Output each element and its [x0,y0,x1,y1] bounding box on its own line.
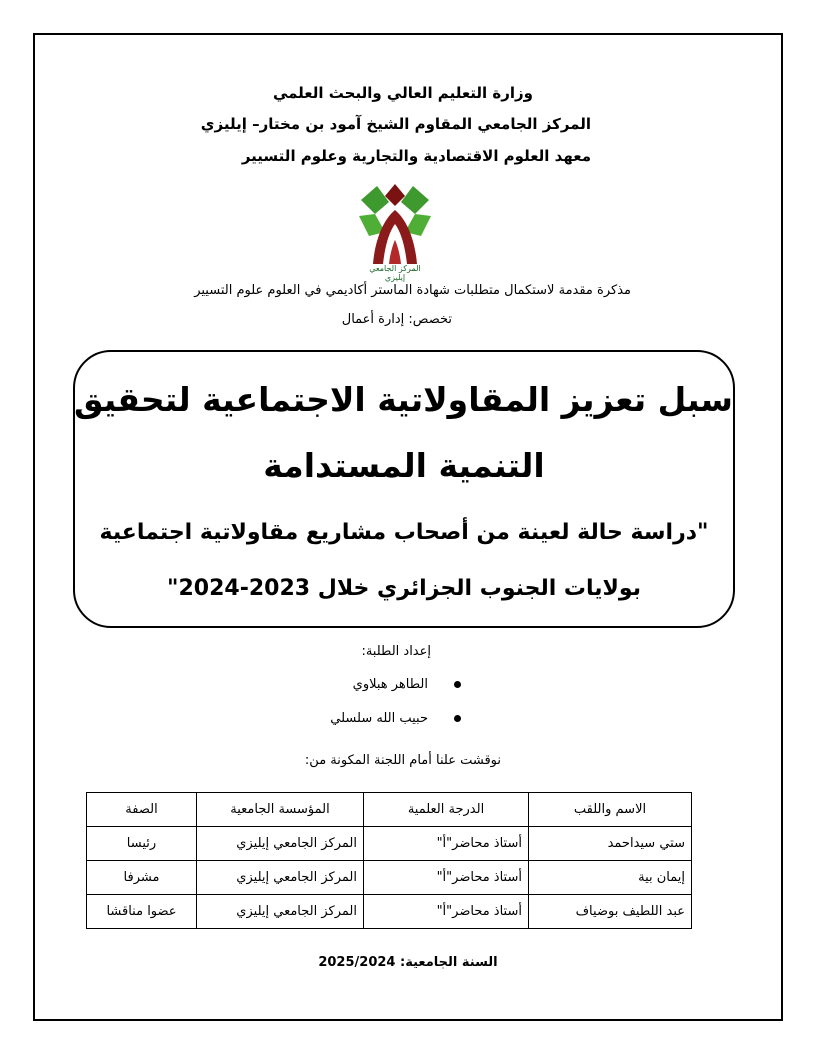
specialty-line: تخصص: إدارة أعمال [341,312,452,327]
table-cell: المركز الجامعي إيليزي [197,895,364,929]
table-cell: عبد اللطيف بوضياف [529,895,692,929]
thesis-subtitle-line-2: بولايات الجنوب الجزائري خلال 2023-2024" [167,576,641,601]
student-name: حبيب الله سلسلي [330,711,428,726]
thesis-title-box [73,350,735,628]
committee-label: نوقشت علنا أمام اللجنة المكونة من: [304,753,501,768]
prepared-by-label: إعداد الطلبة: [361,644,431,659]
institute-name: معهد العلوم الاقتصادية والتجارية وعلوم التسيير [241,147,591,165]
column-header-role: الصفة [87,793,197,827]
bullet-icon [454,715,461,722]
column-header-rank: الدرجة العلمية [364,793,529,827]
jury-table [86,792,692,929]
table-row [87,861,692,895]
table-cell: مشرفا [87,861,197,895]
list-item [330,672,461,706]
table-cell: أستاذ محاضر"أ" [364,895,529,929]
memo-description: مذكرة مقدمة لاستكمال متطلبات شهادة الماستر أكاديمي في العلوم علوم التسيير [194,283,631,298]
ministry-name: وزارة التعليم العالي والبحث العلمي [272,84,533,102]
student-list [330,672,461,740]
table-cell: عضوا مناقشا [87,895,197,929]
bullet-icon [454,681,461,688]
table-cell: رئيسا [87,827,197,861]
table-cell: ستي سيداحمد [529,827,692,861]
logo-caption: المركز الجامعي إيليزي [369,264,421,282]
list-item [330,706,461,740]
thesis-subtitle-line-1: "دراسة حالة لعينة من أصحاب مشاريع مقاولاتية اجتماعية [99,520,709,545]
table-cell: المركز الجامعي إيليزي [197,861,364,895]
table-cell: أستاذ محاضر"أ" [364,861,529,895]
table-cell: أستاذ محاضر"أ" [364,827,529,861]
thesis-title-line-2: التنمية المستدامة [263,446,545,485]
column-header-name: الاسم واللقب [529,793,692,827]
table-header-row [87,793,692,827]
column-header-institution: المؤسسة الجامعية [197,793,364,827]
table-row [87,827,692,861]
university-center-name: المركز الجامعي المقاوم الشيخ آمود بن مختار– إيليزي [200,115,591,133]
table-cell: إيمان بية [529,861,692,895]
table-row [87,895,692,929]
student-name: الطاهر هبلاوي [352,677,428,692]
thesis-title-line-1: سبل تعزيز المقاولاتية الاجتماعية لتحقيق [73,380,733,419]
academic-year: السنة الجامعية: 2025/2024 [318,955,498,970]
table-cell: المركز الجامعي إيليزي [197,827,364,861]
